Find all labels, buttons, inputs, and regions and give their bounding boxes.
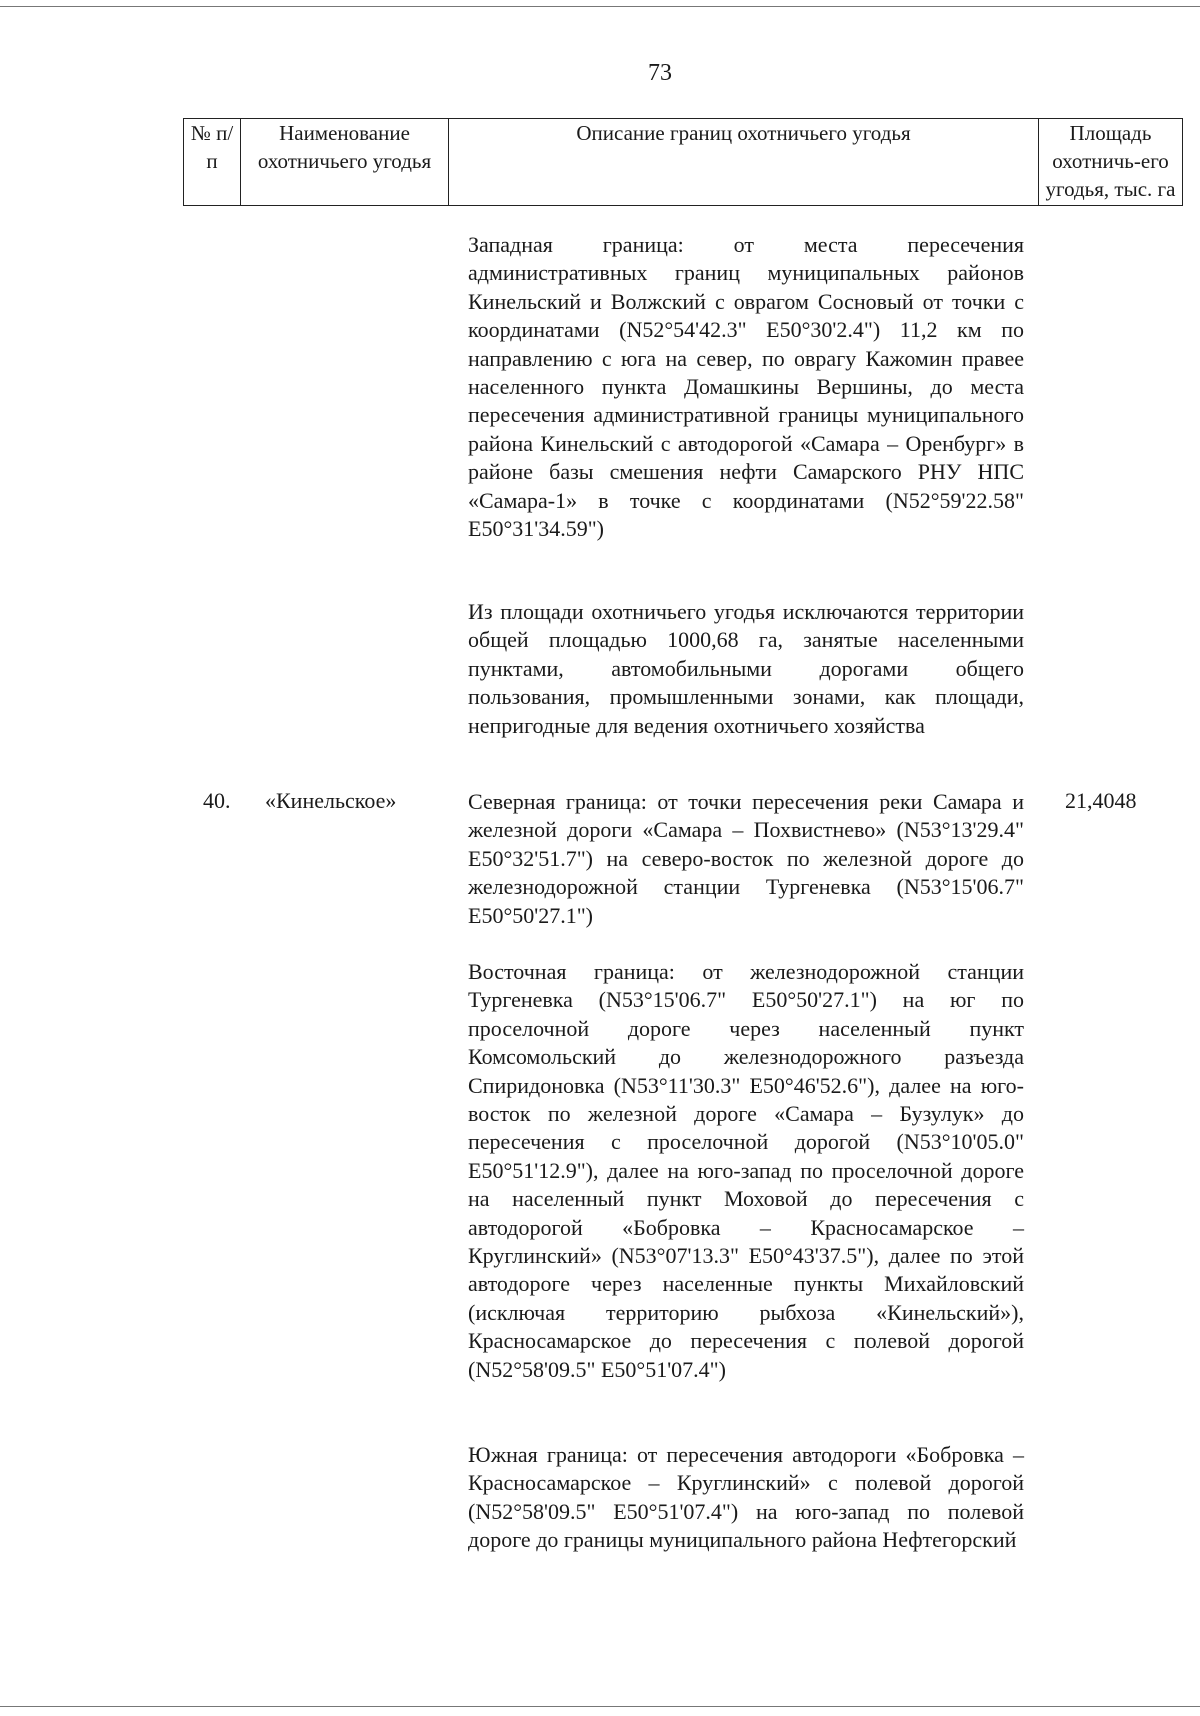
south-border-description: Южная граница: от пересечения автодороги «Бобровка – Красносамарское – Круглинский» с полевой дорогой (N52°58'09.5" E50°51'07.4") на юго-запад по полевой дороге до границы муниципального района Нефтегорский	[468, 1442, 1024, 1553]
header-area-column: Площадь охотничь-его угодья, тыс. га	[1039, 119, 1183, 206]
entry-area: 21,4048	[1065, 788, 1137, 813]
header-description-column: Описание границ охотничьего угодья	[449, 119, 1039, 206]
west-border-description: Западная граница: от места пересечения административных границ муниципальных районов Кинельский и Волжский с оврагом Сосновый от точки с координатами (N52°54'42.3" E50°30'2.4") 11,2 км по направлению с юга на север, по оврагу Кажомин правее населенного пункта Домашкины Вершины, до места пересечения административной границы муниципального района Кинельский с автодорогой «Самара – Оренбург» в районе базы смешения нефти Самарского РНУ НПС «Самара-1» в точке с координатами (N52°59'22.58" E50°31'34.59")	[468, 232, 1024, 542]
page-top-rule	[0, 6, 1200, 7]
entry-name: «Кинельское»	[265, 788, 397, 813]
header-number-column: № п/п	[184, 119, 241, 206]
east-border-description: Восточная граница: от железнодорожной станции Тургеневка (N53°15'06.7" E50°50'27.1") на юг по проселочной дороге через населенный пункт Комсомольский до железнодорожного разъезда Спиридоновка (N53°11'30.3" E50°46'52.6"), далее на юго-восток по железной дороге «Самара – Бузулук» до пересечения с проселочной дорогой (N53°10'05.0" E50°51'12.9"), далее на юго-запад по проселочной дороге на населенный пункт Моховой до пересечения с автодорогой «Бобровка – Красносамарское – Круглинский» (N53°07'13.3" E50°43'37.5"), далее по этой автодороге через населенные пункты Михайловский (исключая территорию рыбхоза «Кинельский»), Красносамарское до пересечения с полевой дорогой (N52°58'09.5" E50°51'07.4")	[468, 959, 1024, 1382]
entry-number: 40.	[203, 788, 231, 813]
table-header	[183, 118, 1183, 206]
north-border-description: Северная граница: от точки пересечения реки Самара и железной дороги «Самара – Похвистнево» (N53°13'29.4" E50°32'51.7") на северо-восток по железной дороге до железнодорожной станции Тургеневка (N53°15'06.7" E50°50'27.1")	[468, 789, 1024, 928]
page-bottom-rule	[0, 1706, 1200, 1707]
page-number: 73	[648, 60, 672, 86]
header-name-column: Наименование охотничьего угодья	[241, 119, 449, 206]
area-exclusion-note: Из площади охотничьего угодья исключаются территории общей площадью 1000,68 га, занятые населенными пунктами, автомобильными дорогами общего пользования, промышленными зонами, как площади, непригодные для ведения охотничьего хозяйства	[468, 599, 1024, 738]
